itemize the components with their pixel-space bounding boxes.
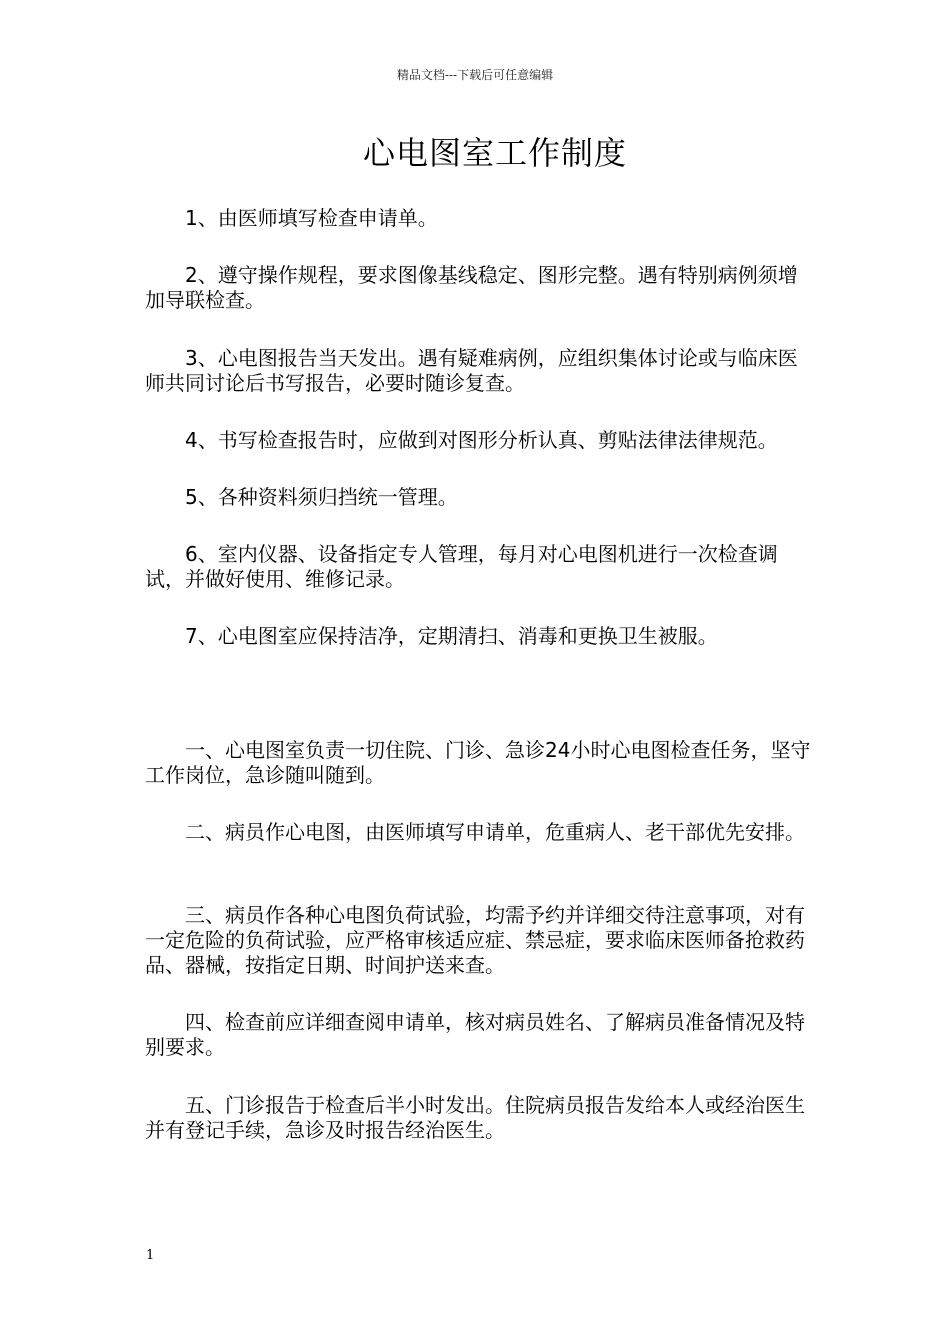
rule-item-2: 2、遵守操作规程，要求图像基线稳定、图形完整。遇有特别病例须增加导联检查。 xyxy=(145,263,798,312)
header-note: 精品文档---下载后可任意编辑 xyxy=(396,68,554,82)
duty-item-3: 三、病员作各种心电图负荷试验，均需予约并详细交待注意事项，对有一定危险的负荷试验，应严格审核适应症、禁忌症，要求临床医师备抢救药品、器械，按指定日期、时间护送来查。 xyxy=(145,903,805,977)
rule-item-6: 6、室内仪器、设备指定专人管理，每月对心电图机进行一次检查调试，并做好使用、维修记录。 xyxy=(145,542,778,591)
rule-item-3: 3、心电图报告当天发出。遇有疑难病例，应组织集体讨论或与临床医师共同讨论后书写报告，必要时随诊复查。 xyxy=(145,346,798,395)
rule-item-4: 4、书写检查报告时，应做到对图形分析认真、剪贴法律法律规范。 xyxy=(185,428,778,452)
rule-item-1: 1、由医师填写检查申请单。 xyxy=(185,206,438,230)
rule-item-7: 7、心电图室应保持洁净，定期清扫、消毒和更换卫生被服。 xyxy=(185,624,718,648)
rule-item-5: 5、各种资料须归挡统一管理。 xyxy=(185,485,458,509)
page-number: 1 xyxy=(146,1248,155,1263)
page-title: 心电图室工作制度 xyxy=(362,134,627,172)
duty-item-1: 一、心电图室负责一切住院、门诊、急诊24小时心电图检查任务，坚守工作岗位，急诊随叫随到。 xyxy=(145,738,811,787)
duty-item-5: 五、门诊报告于检查后半小时发出。住院病员报告发给本人或经治医生并有登记手续，急诊及时报告经治医生。 xyxy=(145,1093,805,1142)
duty-item-4: 四、检查前应详细查阅申请单，核对病员姓名、了解病员准备情况及特别要求。 xyxy=(145,1010,805,1059)
duty-item-2: 二、病员作心电图，由医师填写申请单，危重病人、老干部优先安排。 xyxy=(185,820,805,844)
